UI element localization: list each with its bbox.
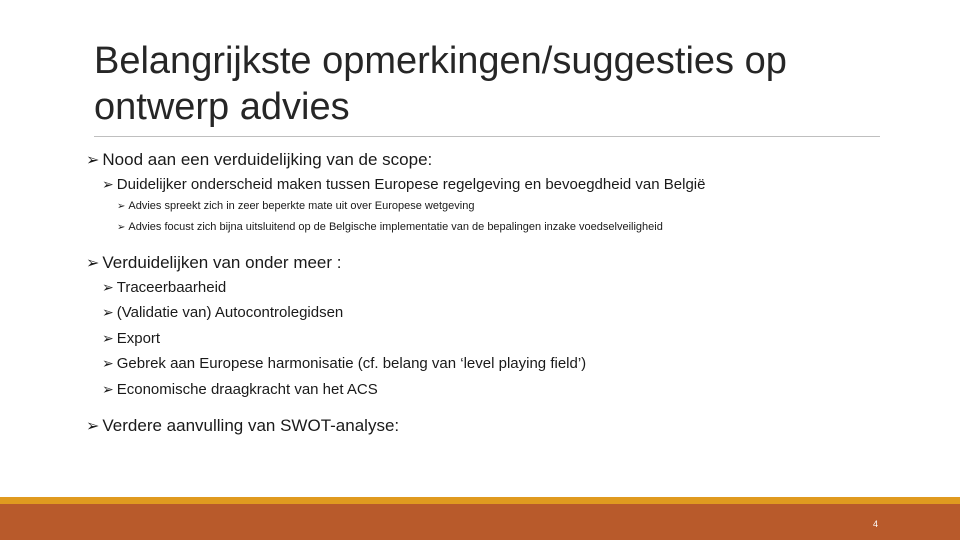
footer-bar [0, 497, 960, 540]
list-item-text: Verduidelijken van onder meer : [102, 253, 342, 272]
list-item [102, 304, 343, 321]
list-item [102, 176, 705, 193]
arrowhead-bullet-icon: ➢ [86, 255, 100, 272]
list-item [102, 279, 226, 296]
arrowhead-bullet-icon: ➢ [86, 418, 100, 435]
list-item [86, 150, 432, 170]
list-item-text: Advies spreekt zich in zeer beperkte mate uit over Europese wetgeving [128, 200, 475, 212]
list-item [86, 253, 342, 273]
page-number: 4 [872, 519, 878, 529]
arrowhead-bullet-icon: ➢ [86, 152, 100, 169]
arrowhead-bullet-icon: ➢ [102, 355, 114, 371]
arrowhead-bullet-icon: ➢ [102, 304, 114, 320]
list-item [86, 416, 399, 436]
list-item-text: Traceerbaarheid [116, 279, 227, 296]
list-item [117, 200, 474, 212]
list-item-text: Nood aan een verduidelijking van de scope: [102, 150, 433, 169]
list-item-text: (Validatie van) Autocontrolegidsen [116, 304, 344, 321]
slide-title-line-2: ontwerp advies [94, 86, 350, 128]
list-item-text: Economische draagkracht van het ACS [116, 381, 378, 398]
list-item-text: Advies focust zich bijna uitsluitend op de Belgische implementatie van de bepalingen inzake voedselveiligheid [128, 221, 663, 233]
arrowhead-bullet-icon: ➢ [117, 200, 126, 212]
list-item-text: Export [116, 330, 161, 347]
list-item-text: Gebrek aan Europese harmonisatie (cf. belang van ‘level playing field’) [116, 355, 587, 372]
arrowhead-bullet-icon: ➢ [117, 221, 126, 233]
arrowhead-bullet-icon: ➢ [102, 176, 114, 192]
arrowhead-bullet-icon: ➢ [102, 279, 114, 295]
list-item-text: Verdere aanvulling van SWOT-analyse: [102, 416, 400, 435]
list-item [117, 221, 663, 233]
list-item [102, 381, 378, 398]
arrowhead-bullet-icon: ➢ [102, 381, 114, 397]
list-item [102, 355, 586, 372]
arrowhead-bullet-icon: ➢ [102, 330, 114, 346]
list-item-text: Duidelijker onderscheid maken tussen Europese regelgeving en bevoegdheid van België [116, 176, 706, 193]
slide-title-line-1: Belangrijkste opmerkingen/suggesties op [94, 40, 787, 82]
list-item [102, 330, 160, 347]
